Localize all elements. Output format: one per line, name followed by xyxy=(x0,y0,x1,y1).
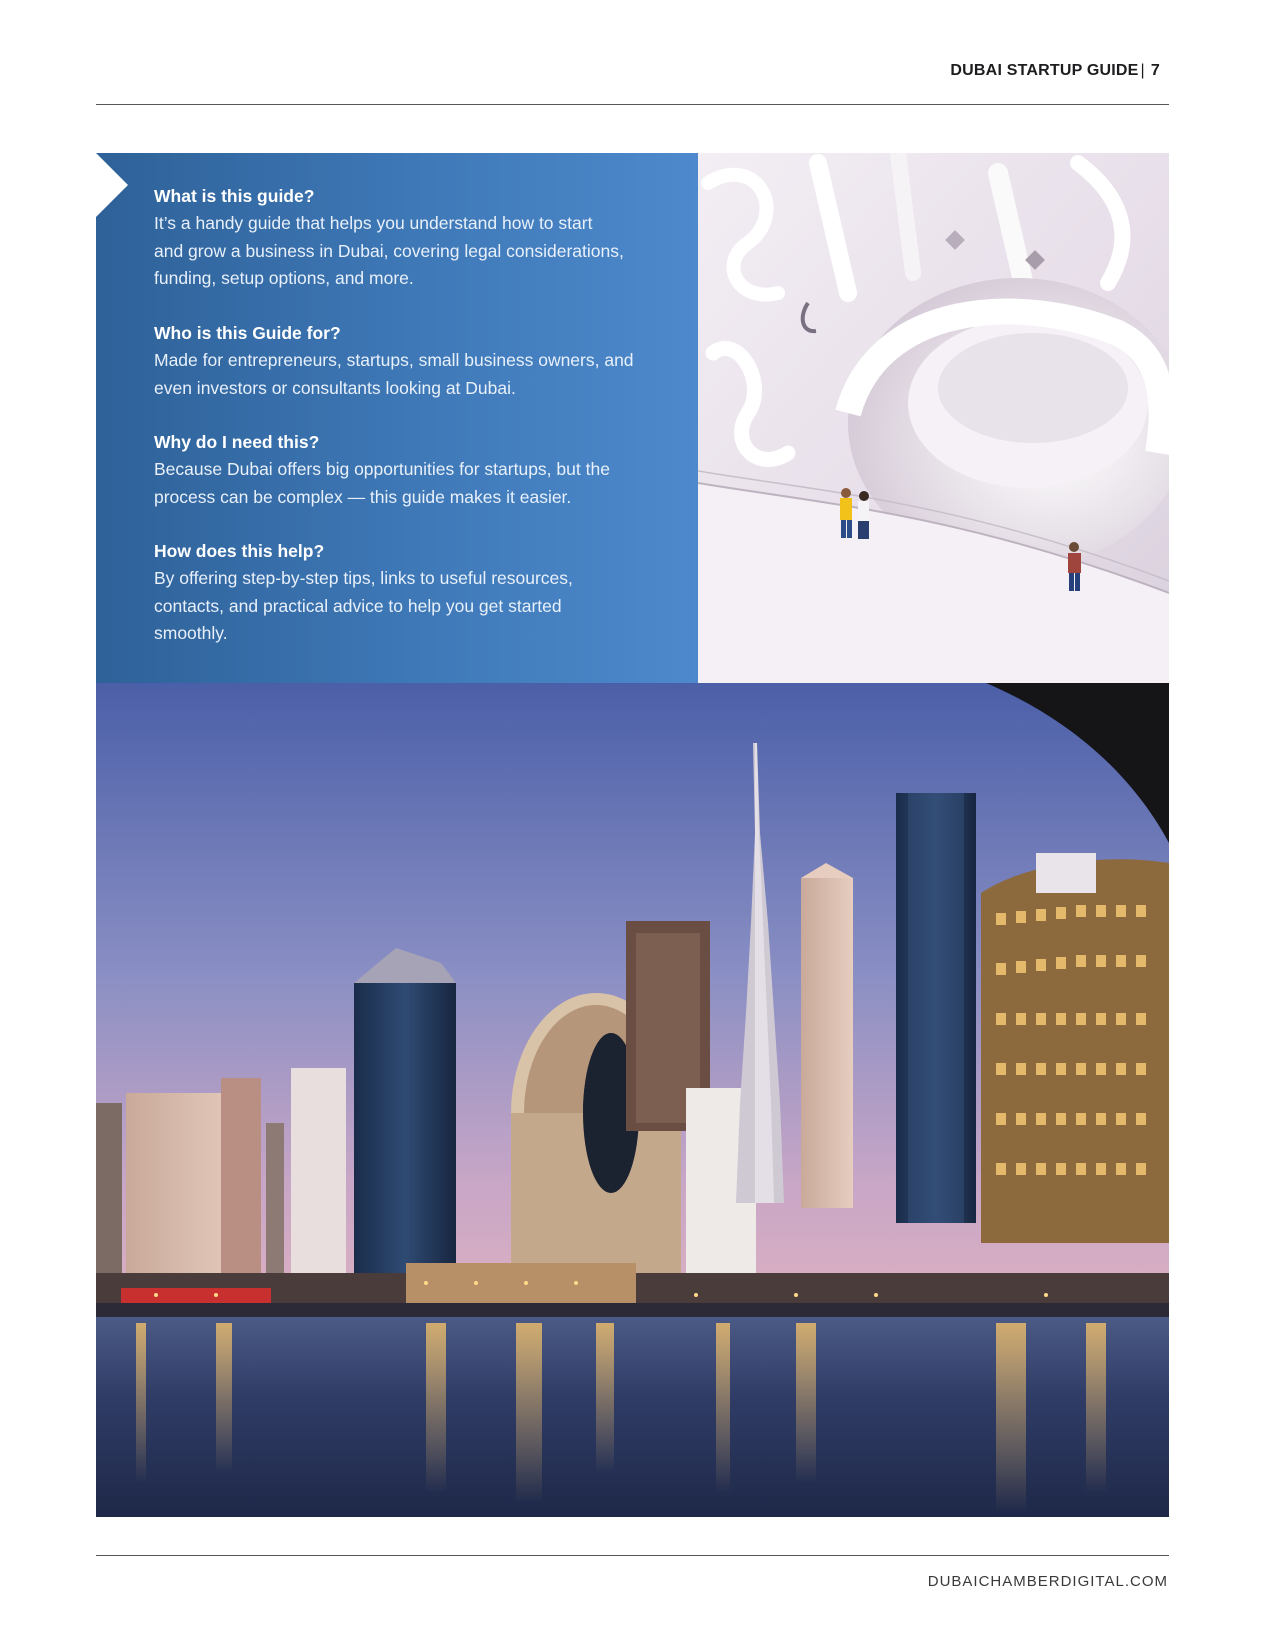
qa-block-who xyxy=(154,320,674,402)
answer-line: Because Dubai offers big opportunities for startups, but the xyxy=(154,459,610,479)
page-number: 7 xyxy=(1150,62,1160,79)
answer-line: and grow a business in Dubai, covering legal considerations, xyxy=(154,240,624,261)
answer-line: smoothly. xyxy=(154,623,228,643)
footer-url: DUBAICHAMBERDIGITAL.COM xyxy=(927,1573,1168,1590)
qa-block-how xyxy=(154,538,674,648)
answer-line: funding, setup options, and more. xyxy=(154,268,414,288)
question-heading: What is this guide? xyxy=(154,186,315,206)
footer-rule xyxy=(96,1555,1169,1556)
dubai-skyline-photo xyxy=(96,683,1169,1517)
page-header xyxy=(950,62,1160,80)
answer-line: contacts, and practical advice to help you get started xyxy=(154,595,562,616)
question-heading: Why do I need this? xyxy=(154,432,320,452)
info-panel xyxy=(96,153,698,683)
qa-block-what xyxy=(154,183,674,293)
qa-block-why xyxy=(154,429,674,511)
guide-title: DUBAI STARTUP GUIDE xyxy=(950,62,1139,79)
header-rule xyxy=(96,104,1169,105)
answer-line: process can be complex — this guide makes it easier. xyxy=(154,486,572,507)
header-separator: | xyxy=(1140,62,1145,79)
answer-line: Made for entrepreneurs, startups, small business owners, and xyxy=(154,350,634,370)
answer-line: It’s a handy guide that helps you understand how to start xyxy=(154,213,593,233)
answer-line: By offering step-by-step tips, links to useful resources, xyxy=(154,568,573,588)
notch-decoration xyxy=(96,153,128,217)
museum-interior-photo xyxy=(698,153,1169,683)
answer-line: even investors or consultants looking at Dubai. xyxy=(154,377,516,398)
question-heading: How does this help? xyxy=(154,541,325,561)
question-heading: Who is this Guide for? xyxy=(154,323,341,343)
